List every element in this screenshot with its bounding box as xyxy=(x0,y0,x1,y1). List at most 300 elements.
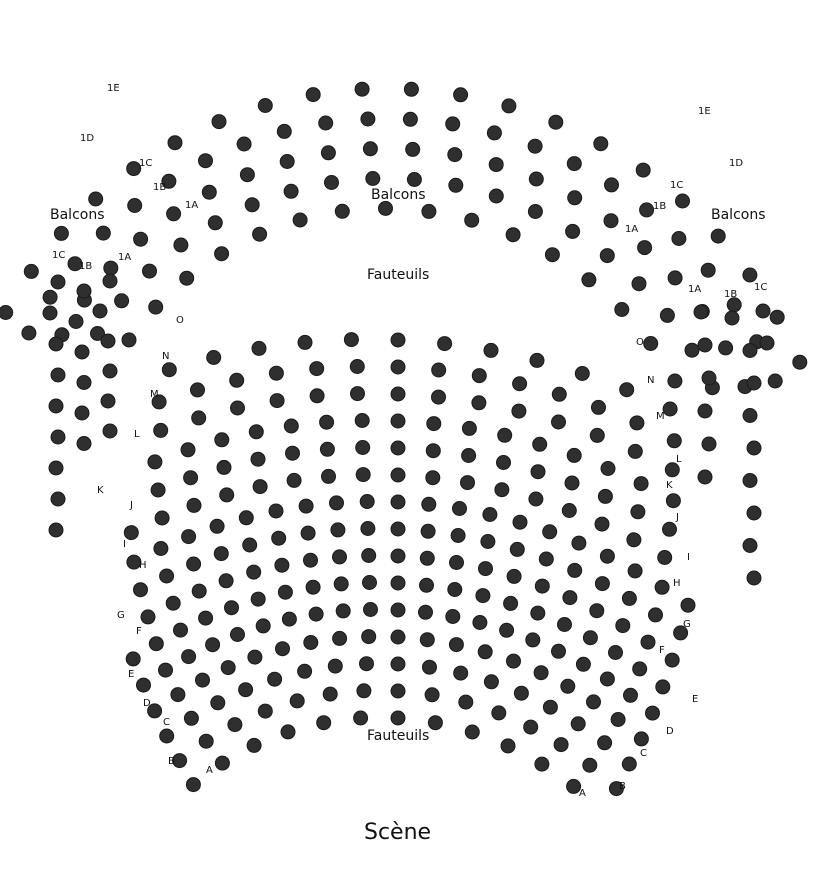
seat-balcony-1c-20[interactable] xyxy=(719,341,733,355)
seat-balcony-1d-9[interactable] xyxy=(277,124,291,138)
seat-orchestra-j-18[interactable] xyxy=(658,551,672,565)
seat-balcony-1b-15[interactable] xyxy=(600,249,614,263)
seat-orchestra-l-13[interactable] xyxy=(498,428,512,442)
seat-orchestra-f-20[interactable] xyxy=(633,662,647,676)
seat-orchestra-i-7[interactable] xyxy=(269,504,283,518)
seat-orchestra-e-8[interactable] xyxy=(309,607,323,621)
seat-orchestra-h-20[interactable] xyxy=(649,608,663,622)
seat-orchestra-h-10[interactable] xyxy=(361,522,375,536)
seat-balcony-1c-11[interactable] xyxy=(406,142,420,156)
seat-balcony-1e-20[interactable] xyxy=(770,310,784,324)
seat-right-box-1c-1[interactable] xyxy=(756,304,770,318)
seat-balcony-1b-8[interactable] xyxy=(325,176,339,190)
seat-orchestra-j-12[interactable] xyxy=(461,476,475,490)
seat-left-box-1c-5[interactable] xyxy=(49,399,63,413)
seat-left-box-1c-7[interactable] xyxy=(49,461,63,475)
seat-balcony-1c-9[interactable] xyxy=(321,146,335,160)
seat-balcony-1e-9[interactable] xyxy=(306,88,320,102)
seat-right-box-1a-4[interactable] xyxy=(698,404,712,418)
seat-orchestra-i-4[interactable] xyxy=(182,530,196,544)
seat-balcony-1b-3[interactable] xyxy=(143,264,157,278)
seat-balcony-1c-7[interactable] xyxy=(240,168,254,182)
seat-orchestra-l-17[interactable] xyxy=(634,477,648,491)
seat-left-box-1a-5[interactable] xyxy=(101,394,115,408)
seat-orchestra-n-4[interactable] xyxy=(191,383,205,397)
seat-orchestra-g-4[interactable] xyxy=(192,584,206,598)
seat-orchestra-g-17[interactable] xyxy=(563,591,577,605)
seat-orchestra-n-11[interactable] xyxy=(472,369,486,383)
seat-orchestra-c-17[interactable] xyxy=(622,757,636,771)
seat-balcony-1d-13[interactable] xyxy=(446,117,460,131)
seat-left-box-1a-4[interactable] xyxy=(103,364,117,378)
seat-orchestra-i-18[interactable] xyxy=(600,549,614,563)
seat-balcony-1e-3[interactable] xyxy=(54,226,68,240)
seat-orchestra-g-8[interactable] xyxy=(304,553,318,567)
seat-balcony-1b-13[interactable] xyxy=(528,205,542,219)
seat-orchestra-h-8[interactable] xyxy=(301,526,315,540)
seat-orchestra-f-10[interactable] xyxy=(363,576,377,590)
seat-balcony-1e-2[interactable] xyxy=(24,264,38,278)
seat-orchestra-f-4[interactable] xyxy=(199,611,213,625)
seat-orchestra-g-13[interactable] xyxy=(450,556,464,570)
seat-balcony-1e-8[interactable] xyxy=(258,99,272,113)
seat-left-box-1b-1[interactable] xyxy=(77,284,91,298)
seat-orchestra-k-10[interactable] xyxy=(391,441,405,455)
seat-orchestra-e-10[interactable] xyxy=(364,603,378,617)
seat-left-box-1c-9[interactable] xyxy=(49,523,63,537)
seat-orchestra-f-13[interactable] xyxy=(448,583,462,597)
seat-orchestra-c-6[interactable] xyxy=(298,664,312,678)
seat-orchestra-e-14[interactable] xyxy=(473,616,487,630)
seat-balcony-1e-13[interactable] xyxy=(502,99,516,113)
seat-orchestra-d-11[interactable] xyxy=(420,633,434,647)
seat-orchestra-d-19[interactable] xyxy=(634,732,648,746)
seat-orchestra-k-13[interactable] xyxy=(497,456,511,470)
seat-orchestra-i-5[interactable] xyxy=(210,519,224,533)
seat-orchestra-h-11[interactable] xyxy=(391,522,405,536)
seat-orchestra-f-3[interactable] xyxy=(174,623,188,637)
seat-balcony-1c-8[interactable] xyxy=(280,155,294,169)
seat-orchestra-j-10[interactable] xyxy=(391,468,405,482)
seat-orchestra-i-14[interactable] xyxy=(483,508,497,522)
seat-balcony-1e-18[interactable] xyxy=(711,229,725,243)
seat-orchestra-e-3[interactable] xyxy=(182,650,196,664)
seat-orchestra-h-6[interactable] xyxy=(243,538,257,552)
seat-orchestra-k-18[interactable] xyxy=(663,522,677,536)
seat-orchestra-i-8[interactable] xyxy=(299,499,313,513)
seat-orchestra-e-7[interactable] xyxy=(282,612,296,626)
seat-orchestra-e-21[interactable] xyxy=(646,706,660,720)
seat-left-box-1c-3[interactable] xyxy=(49,337,63,351)
seat-left-box-1a-3[interactable] xyxy=(101,334,115,348)
seat-balcony-1c-17[interactable] xyxy=(638,241,652,255)
seat-orchestra-d-12[interactable] xyxy=(449,638,463,652)
seat-orchestra-m-3[interactable] xyxy=(154,423,168,437)
seat-orchestra-f-9[interactable] xyxy=(334,577,348,591)
seat-orchestra-c-16[interactable] xyxy=(598,736,612,750)
seat-orchestra-j-9[interactable] xyxy=(356,468,370,482)
seat-orchestra-m-5[interactable] xyxy=(231,401,245,415)
seat-balcony-1b-6[interactable] xyxy=(245,198,259,212)
seat-orchestra-j-11[interactable] xyxy=(426,471,440,485)
seat-balcony-1c-13[interactable] xyxy=(489,158,503,172)
seat-orchestra-e-17[interactable] xyxy=(552,644,566,658)
seat-orchestra-j-4[interactable] xyxy=(187,498,201,512)
seat-orchestra-o-13[interactable] xyxy=(620,383,634,397)
seat-orchestra-b-5[interactable] xyxy=(290,694,304,708)
seat-orchestra-g-2[interactable] xyxy=(141,610,155,624)
seat-orchestra-i-10[interactable] xyxy=(360,495,374,509)
seat-orchestra-g-11[interactable] xyxy=(391,549,405,563)
seat-balcony-1c-10[interactable] xyxy=(363,142,377,156)
seat-balcony-1a-2[interactable] xyxy=(149,300,163,314)
seat-orchestra-a-7[interactable] xyxy=(391,711,405,725)
seat-orchestra-e-16[interactable] xyxy=(526,633,540,647)
seat-orchestra-g-16[interactable] xyxy=(535,579,549,593)
seat-orchestra-d-4[interactable] xyxy=(221,661,235,675)
seat-orchestra-g-19[interactable] xyxy=(616,619,630,633)
seat-left-box-1c-4[interactable] xyxy=(51,368,65,382)
seat-orchestra-g-18[interactable] xyxy=(590,604,604,618)
seat-orchestra-k-11[interactable] xyxy=(426,444,440,458)
seat-orchestra-m-15[interactable] xyxy=(628,444,642,458)
seat-orchestra-m-14[interactable] xyxy=(590,428,604,442)
seat-balcony-1d-5[interactable] xyxy=(128,199,142,213)
seat-orchestra-g-12[interactable] xyxy=(420,551,434,565)
seat-orchestra-i-6[interactable] xyxy=(239,511,253,525)
seat-balcony-1a-7[interactable] xyxy=(335,204,349,218)
seat-orchestra-h-18[interactable] xyxy=(595,577,609,591)
seat-balcony-1d-1[interactable] xyxy=(22,326,36,340)
seat-right-box-1b-5[interactable] xyxy=(747,441,761,455)
seat-right-box-1a-6[interactable] xyxy=(698,470,712,484)
seat-balcony-1a-11[interactable] xyxy=(506,228,520,242)
seat-orchestra-c-7[interactable] xyxy=(328,659,342,673)
seat-orchestra-e-19[interactable] xyxy=(600,672,614,686)
seat-orchestra-f-5[interactable] xyxy=(225,601,239,615)
seat-orchestra-f-1[interactable] xyxy=(126,652,140,666)
seat-orchestra-d-17[interactable] xyxy=(587,695,601,709)
seat-orchestra-b-2[interactable] xyxy=(199,734,213,748)
seat-orchestra-j-6[interactable] xyxy=(253,480,267,494)
seat-balcony-1d-15[interactable] xyxy=(528,139,542,153)
seat-balcony-1e-16[interactable] xyxy=(636,163,650,177)
seat-orchestra-i-21[interactable] xyxy=(681,598,695,612)
seat-balcony-1c-18[interactable] xyxy=(668,271,682,285)
seat-balcony-1a-6[interactable] xyxy=(293,213,307,227)
seat-orchestra-c-15[interactable] xyxy=(571,717,585,731)
seat-orchestra-l-6[interactable] xyxy=(249,425,263,439)
seat-orchestra-a-6[interactable] xyxy=(354,711,368,725)
seat-orchestra-f-14[interactable] xyxy=(476,589,490,603)
seat-orchestra-f-2[interactable] xyxy=(149,637,163,651)
seat-orchestra-f-16[interactable] xyxy=(531,606,545,620)
seat-orchestra-a-1[interactable] xyxy=(186,778,200,792)
seat-balcony-1a-3[interactable] xyxy=(180,271,194,285)
seat-orchestra-a-11[interactable] xyxy=(535,757,549,771)
seat-orchestra-j-15[interactable] xyxy=(562,504,576,518)
seat-orchestra-f-12[interactable] xyxy=(420,578,434,592)
seat-balcony-1d-14[interactable] xyxy=(487,126,501,140)
seat-orchestra-a-5[interactable] xyxy=(317,716,331,730)
seat-orchestra-n-12[interactable] xyxy=(513,377,527,391)
seat-orchestra-l-14[interactable] xyxy=(533,437,547,451)
seat-orchestra-n-14[interactable] xyxy=(592,400,606,414)
seat-orchestra-k-12[interactable] xyxy=(462,449,476,463)
seat-left-box-1a-6[interactable] xyxy=(103,424,117,438)
seat-orchestra-n-10[interactable] xyxy=(432,363,446,377)
seat-balcony-1a-10[interactable] xyxy=(465,213,479,227)
seat-balcony-1b-17[interactable] xyxy=(660,308,674,322)
seat-orchestra-a-10[interactable] xyxy=(501,739,515,753)
seat-orchestra-e-2[interactable] xyxy=(159,663,173,677)
seat-orchestra-h-4[interactable] xyxy=(187,557,201,571)
seat-orchestra-c-10[interactable] xyxy=(423,660,437,674)
seat-orchestra-l-8[interactable] xyxy=(320,415,334,429)
seat-orchestra-o-11[interactable] xyxy=(530,353,544,367)
seat-right-box-1b-6[interactable] xyxy=(743,474,757,488)
seat-orchestra-k-9[interactable] xyxy=(356,441,370,455)
seat-balcony-1a-12[interactable] xyxy=(545,248,559,262)
seat-orchestra-l-3[interactable] xyxy=(148,455,162,469)
seat-balcony-1e-19[interactable] xyxy=(743,268,757,282)
seat-orchestra-b-11[interactable] xyxy=(492,706,506,720)
seat-orchestra-d-18[interactable] xyxy=(611,713,625,727)
seat-orchestra-b-8[interactable] xyxy=(391,684,405,698)
seat-orchestra-m-13[interactable] xyxy=(552,415,566,429)
seat-orchestra-b-7[interactable] xyxy=(357,684,371,698)
seat-left-box-1b-6[interactable] xyxy=(77,437,91,451)
seat-balcony-1a-8[interactable] xyxy=(379,201,393,215)
seat-balcony-1c-5[interactable] xyxy=(167,207,181,221)
seat-orchestra-c-5[interactable] xyxy=(268,672,282,686)
seat-orchestra-b-12[interactable] xyxy=(524,720,538,734)
seat-balcony-1e-1[interactable] xyxy=(0,306,13,320)
seat-orchestra-n-9[interactable] xyxy=(391,360,405,374)
seat-balcony-1e-7[interactable] xyxy=(212,115,226,129)
seat-orchestra-m-9[interactable] xyxy=(391,387,405,401)
seat-orchestra-e-9[interactable] xyxy=(336,604,350,618)
seat-orchestra-k-8[interactable] xyxy=(320,442,334,456)
seat-balcony-1e-11[interactable] xyxy=(404,82,418,96)
seat-balcony-1b-5[interactable] xyxy=(208,216,222,230)
seat-orchestra-o-10[interactable] xyxy=(484,343,498,357)
seat-orchestra-d-8[interactable] xyxy=(333,631,347,645)
seat-orchestra-c-9[interactable] xyxy=(391,657,405,671)
seat-orchestra-e-12[interactable] xyxy=(419,605,433,619)
seat-balcony-1d-10[interactable] xyxy=(319,116,333,130)
seat-left-box-1a-1[interactable] xyxy=(103,274,117,288)
seat-orchestra-m-11[interactable] xyxy=(472,396,486,410)
seat-orchestra-l-11[interactable] xyxy=(427,417,441,431)
seat-balcony-1b-18[interactable] xyxy=(685,343,699,357)
seat-orchestra-e-11[interactable] xyxy=(391,603,405,617)
seat-balcony-1d-7[interactable] xyxy=(199,154,213,168)
seat-orchestra-h-19[interactable] xyxy=(622,591,636,605)
seat-orchestra-k-16[interactable] xyxy=(598,489,612,503)
seat-orchestra-m-12[interactable] xyxy=(512,404,526,418)
seat-orchestra-k-6[interactable] xyxy=(251,452,265,466)
seat-orchestra-n-5[interactable] xyxy=(230,373,244,387)
seat-orchestra-h-16[interactable] xyxy=(539,552,553,566)
seat-balcony-1c-14[interactable] xyxy=(529,172,543,186)
seat-orchestra-m-4[interactable] xyxy=(192,411,206,425)
seat-orchestra-g-14[interactable] xyxy=(479,562,493,576)
seat-orchestra-o-9[interactable] xyxy=(438,337,452,351)
seat-orchestra-g-15[interactable] xyxy=(507,569,521,583)
seat-balcony-1a-1[interactable] xyxy=(122,333,136,347)
seat-orchestra-i-20[interactable] xyxy=(655,580,669,594)
seat-orchestra-a-3[interactable] xyxy=(247,738,261,752)
seat-balcony-1d-8[interactable] xyxy=(237,137,251,151)
seat-orchestra-c-12[interactable] xyxy=(484,675,498,689)
seat-orchestra-n-15[interactable] xyxy=(630,416,644,430)
seat-orchestra-l-16[interactable] xyxy=(601,462,615,476)
seat-balcony-1e-6[interactable] xyxy=(168,136,182,150)
seat-orchestra-l-12[interactable] xyxy=(462,421,476,435)
seat-orchestra-m-8[interactable] xyxy=(351,387,365,401)
seat-orchestra-d-10[interactable] xyxy=(391,630,405,644)
seat-orchestra-f-18[interactable] xyxy=(583,631,597,645)
seat-orchestra-b-14[interactable] xyxy=(583,758,597,772)
seat-left-box-1b-5[interactable] xyxy=(75,406,89,420)
seat-orchestra-j-8[interactable] xyxy=(322,469,336,483)
seat-balcony-1d-19[interactable] xyxy=(672,232,686,246)
seat-orchestra-g-7[interactable] xyxy=(275,558,289,572)
seat-orchestra-h-3[interactable] xyxy=(160,569,174,583)
seat-orchestra-m-10[interactable] xyxy=(432,390,446,404)
seat-balcony-1e-10[interactable] xyxy=(355,82,369,96)
seat-orchestra-e-5[interactable] xyxy=(231,628,245,642)
seat-left-box-1b-4[interactable] xyxy=(77,376,91,390)
seat-orchestra-i-12[interactable] xyxy=(422,497,436,511)
seat-balcony-1b-12[interactable] xyxy=(489,189,503,203)
seat-orchestra-f-7[interactable] xyxy=(278,585,292,599)
seat-left-box-1c-6[interactable] xyxy=(51,430,65,444)
seat-balcony-1e-4[interactable] xyxy=(89,192,103,206)
seat-orchestra-l-5[interactable] xyxy=(215,433,229,447)
seat-balcony-1b-7[interactable] xyxy=(284,184,298,198)
seat-right-box-1a-1[interactable] xyxy=(694,305,708,319)
seat-orchestra-o-12[interactable] xyxy=(575,367,589,381)
seat-orchestra-j-13[interactable] xyxy=(495,483,509,497)
seat-orchestra-k-14[interactable] xyxy=(531,465,545,479)
seat-orchestra-d-3[interactable] xyxy=(196,673,210,687)
seat-orchestra-e-4[interactable] xyxy=(206,638,220,652)
seat-orchestra-i-13[interactable] xyxy=(453,502,467,516)
seat-balcony-1b-11[interactable] xyxy=(449,178,463,192)
seat-orchestra-m-6[interactable] xyxy=(270,394,284,408)
seat-orchestra-d-15[interactable] xyxy=(534,666,548,680)
seat-orchestra-g-21[interactable] xyxy=(665,653,679,667)
seat-orchestra-d-6[interactable] xyxy=(276,642,290,656)
seat-balcony-1a-15[interactable] xyxy=(644,337,658,351)
seat-left-box-1b-3[interactable] xyxy=(75,345,89,359)
seat-right-box-1a-5[interactable] xyxy=(702,437,716,451)
seat-orchestra-o-7[interactable] xyxy=(344,333,358,347)
seat-balcony-1a-16[interactable] xyxy=(668,374,682,388)
seat-balcony-1d-4[interactable] xyxy=(96,226,110,240)
seat-orchestra-j-5[interactable] xyxy=(220,488,234,502)
seat-right-box-1b-7[interactable] xyxy=(747,506,761,520)
seat-orchestra-n-8[interactable] xyxy=(350,360,364,374)
seat-orchestra-a-9[interactable] xyxy=(465,725,479,739)
seat-orchestra-k-3[interactable] xyxy=(151,483,165,497)
seat-balcony-1d-17[interactable] xyxy=(605,178,619,192)
seat-orchestra-n-13[interactable] xyxy=(552,387,566,401)
seat-left-box-1c-2[interactable] xyxy=(43,306,57,320)
seat-orchestra-e-13[interactable] xyxy=(446,610,460,624)
seat-balcony-1b-16[interactable] xyxy=(632,277,646,291)
seat-orchestra-k-5[interactable] xyxy=(217,460,231,474)
seat-orchestra-c-2[interactable] xyxy=(184,711,198,725)
seat-orchestra-h-7[interactable] xyxy=(272,531,286,545)
seat-left-box-1c-8[interactable] xyxy=(51,492,65,506)
seat-orchestra-f-19[interactable] xyxy=(609,646,623,660)
seat-orchestra-o-14[interactable] xyxy=(663,402,677,416)
seat-orchestra-i-17[interactable] xyxy=(572,536,586,550)
seat-balcony-1a-4[interactable] xyxy=(215,247,229,261)
seat-orchestra-d-16[interactable] xyxy=(561,679,575,693)
seat-orchestra-c-1[interactable] xyxy=(160,729,174,743)
seat-orchestra-g-9[interactable] xyxy=(333,550,347,564)
seat-right-box-1b-1[interactable] xyxy=(725,311,739,325)
seat-orchestra-c-11[interactable] xyxy=(454,666,468,680)
seat-orchestra-d-13[interactable] xyxy=(478,645,492,659)
seat-orchestra-b-9[interactable] xyxy=(425,688,439,702)
seat-balcony-1d-16[interactable] xyxy=(567,157,581,171)
seat-orchestra-i-3[interactable] xyxy=(154,542,168,556)
seat-orchestra-j-3[interactable] xyxy=(155,511,169,525)
seat-orchestra-n-16[interactable] xyxy=(667,434,681,448)
seat-orchestra-o-4[interactable] xyxy=(207,351,221,365)
seat-balcony-1a-5[interactable] xyxy=(253,227,267,241)
seat-orchestra-a-2[interactable] xyxy=(215,756,229,770)
seat-right-box-1a-2[interactable] xyxy=(698,338,712,352)
seat-orchestra-c-4[interactable] xyxy=(239,683,253,697)
seat-right-box-1b-3[interactable] xyxy=(747,376,761,390)
seat-left-box-1a-2[interactable] xyxy=(93,304,107,318)
seat-orchestra-k-4[interactable] xyxy=(184,471,198,485)
seat-balcony-1c-3[interactable] xyxy=(104,261,118,275)
seat-orchestra-k-17[interactable] xyxy=(631,505,645,519)
seat-orchestra-b-10[interactable] xyxy=(459,695,473,709)
seat-orchestra-l-7[interactable] xyxy=(284,419,298,433)
seat-orchestra-n-6[interactable] xyxy=(269,366,283,380)
seat-orchestra-i-11[interactable] xyxy=(391,495,405,509)
seat-orchestra-i-15[interactable] xyxy=(513,515,527,529)
seat-orchestra-e-18[interactable] xyxy=(576,657,590,671)
seat-orchestra-j-2[interactable] xyxy=(124,526,138,540)
seat-balcony-1e-14[interactable] xyxy=(549,115,563,129)
seat-orchestra-m-7[interactable] xyxy=(310,389,324,403)
seat-balcony-1e-12[interactable] xyxy=(454,88,468,102)
seat-balcony-1a-13[interactable] xyxy=(582,273,596,287)
seat-right-box-1b-4[interactable] xyxy=(743,409,757,423)
seat-orchestra-f-15[interactable] xyxy=(504,596,518,610)
seat-orchestra-j-7[interactable] xyxy=(287,473,301,487)
seat-balcony-1d-20[interactable] xyxy=(701,263,715,277)
seat-orchestra-i-9[interactable] xyxy=(330,496,344,510)
seat-orchestra-c-3[interactable] xyxy=(211,696,225,710)
seat-orchestra-o-6[interactable] xyxy=(298,335,312,349)
seat-orchestra-h-2[interactable] xyxy=(134,583,148,597)
seat-orchestra-b-6[interactable] xyxy=(323,687,337,701)
seat-orchestra-o-5[interactable] xyxy=(252,341,266,355)
seat-balcony-1b-14[interactable] xyxy=(566,224,580,238)
seat-orchestra-b-4[interactable] xyxy=(258,704,272,718)
seat-balcony-1d-11[interactable] xyxy=(361,112,375,126)
